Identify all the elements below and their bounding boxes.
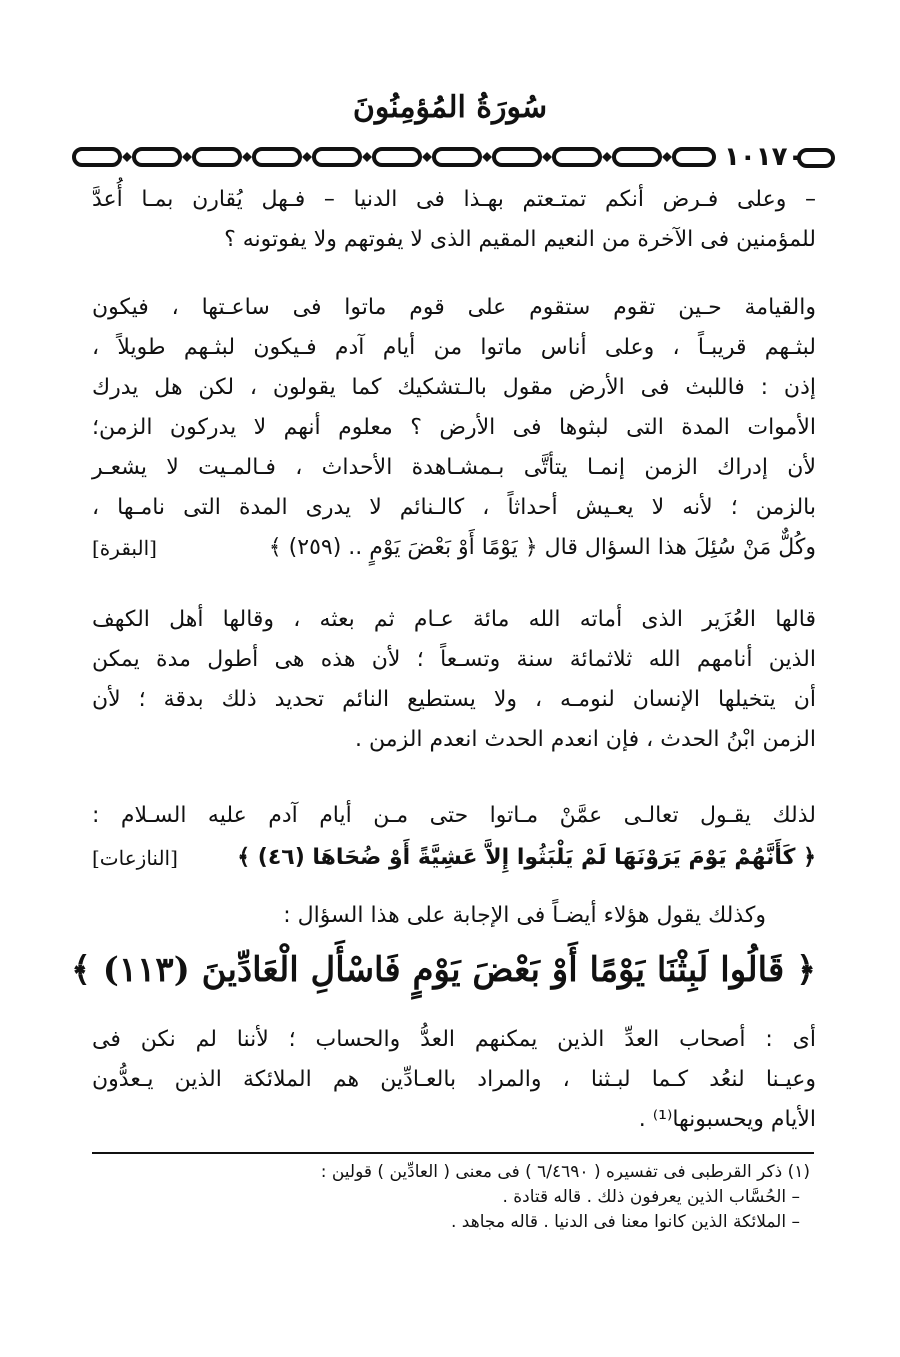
verse-line: ﴿ كَأَنَّهُمْ يَوْمَ يَرَوْنَهَا لَمْ يَلْبَثُوا إِلاَّ عَشِيَّةً أَوْ ضُحَاهَا (٤٦) ﴾ [237,845,816,870]
text-line: الأيام ويحسبونها⁽¹⁾ . [638,1107,816,1132]
paragraph [92,796,816,836]
text-line: الزمن ابْنُ الحدث ، فإن انعدم الحدث انعدم الزمن . [355,727,816,752]
text-line: للمؤمنين فى الآخرة من النعيم المقيم الذى لا يفوتهم ولا يفوتونه ؟ [224,227,816,252]
decorative-border-icon [70,142,720,172]
footnote-line: – الملائكة الذين كانوا معنا فى الدنيا . قاله مجاهد . [451,1212,800,1232]
calligraphy-verse: ﴿ قَالُوا لَبِثْنَا يَوْمًا أَوْ بَعْضَ يَوْمٍ فَاسْأَلِ الْعَادِّينَ (١١٣) ﴾ [71,950,816,990]
text-line: وعيـنا لنعُد كـما لبـثنا ، والمراد بالعـادِّين هم الملائكة الذين يـعدُّون [92,1067,816,1092]
text-line: الأموات المدة التى لبثوها فى الأرض ؟ معلوم أنهم لا يدركون الزمن؛ [92,415,816,440]
paragraph [92,180,816,260]
footnotes [150,1160,810,1235]
inline-verse [92,838,816,878]
surah-reference: [البقرة] [92,536,157,560]
text-line: وكذلك يقول هؤلاء أيضـاً فى الإجابة على هذا السؤال : [283,903,766,928]
text-line: قالها العُزَير الذى أماته الله مائة عـام ثم بعثه ، وقالها أهل الكهف [92,607,816,632]
surah-reference: [النازعات] [92,846,178,870]
text-line: أى : أصحاب العدِّ الذين يمكنهم العدُّ والحساب ؛ لأننا لم نكن فى [92,1027,816,1052]
footnote-line: (١) ذكر القرطبى فى تفسيره ( ٦/٤٦٩٠ ) فى معنى ( العادِّين ) قولين : [320,1162,810,1182]
paragraph [92,896,816,936]
verse-line: وكُلٌّ مَنْ سُئِلَ هذا السؤال قال ﴿ يَوْمًا أَوْ بَعْضَ يَوْمٍ .. (٢٥٩) ﴾ [268,535,816,560]
paragraph [92,288,816,528]
decorative-border-end-icon [796,147,836,169]
footnote-line: – الحُسَّاب الذين يعرفون ذلك . قاله قتادة . [502,1187,800,1207]
inline-verse [92,528,816,568]
text-line: أن يتخيلها الإنسان لنومـه ، ولا يستطيع النائم تحديد ذلك بدقة ؛ لأن [92,687,816,712]
text-line: الذين أنامهم الله ثلاثمائة سنة وتسـعاً ؛ لأن هذه هى أطول مدة يمكن [92,647,816,672]
page-number: ١٠١٧٠ [724,142,804,172]
paragraph [92,1020,816,1140]
paragraph [92,600,816,760]
text-line: – وعلى فـرض أنكم تمتـعتم بهـذا فى الدنيا – فـهل يُقارن بمـا أُعدَّ [92,187,816,212]
text-line: لأن إدراك الزمن إنمـا يتأتَّى بـمشـاهدة الأحداث ، فـالمـيت لا يشعـر [92,455,816,480]
text-line: والقيامة حـين تقوم ستقوم على قوم ماتوا فى ساعـتها ، فيكون [92,295,816,320]
surah-title: سُورَةُ المُؤمِنُونَ [352,90,548,125]
text-line: لذلك يقـول تعالـى عمَّنْ مـاتوا حتى مـن أيام آدم عليه السـلام : [92,803,816,828]
text-line: إذن : فاللبث فى الأرض مقول بالـتشكيك كما يقولون ، لكن هل يدرك [92,375,816,400]
text-line: لبثـهم قريبـاً ، وعلى أناس ماتوا من أيام آدم فـيكون لبثـهم طويلاً ، [92,335,816,360]
footnote-divider [92,1152,814,1154]
text-line: بالزمن ؛ لأنه لا يعـيش أحداثاً ، كالـنائم لا يدرى المدة التى نامـها ، [92,495,816,520]
